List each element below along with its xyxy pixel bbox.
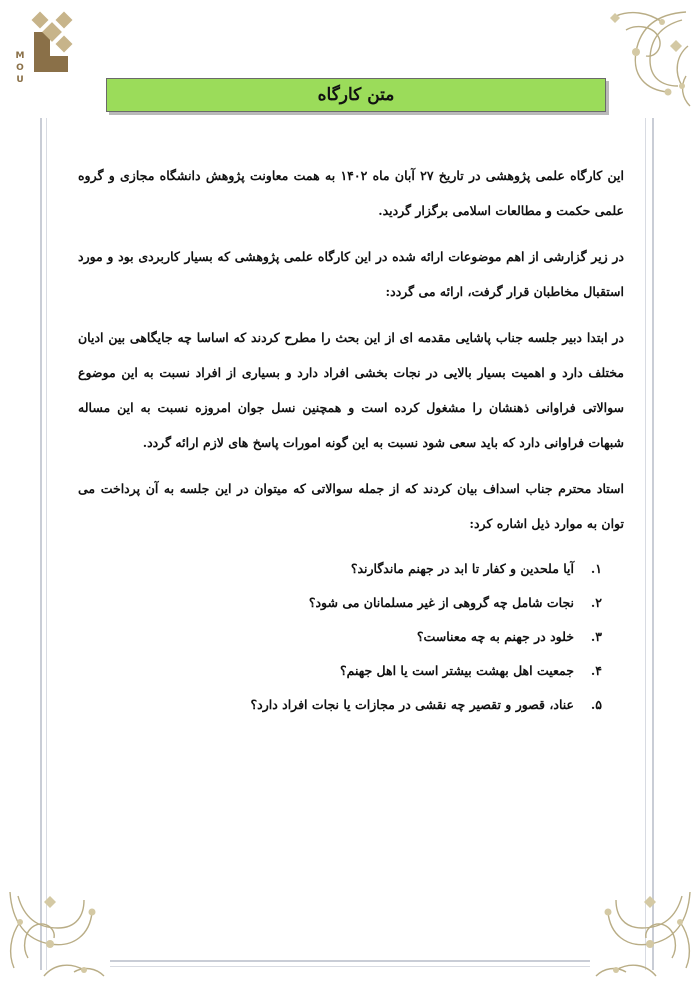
svg-text:M: M <box>15 51 25 61</box>
question-number: ۴. <box>590 663 602 678</box>
corner-ornament-bottom-right <box>576 872 696 982</box>
svg-text:O: O <box>16 63 24 73</box>
question-number: ۲. <box>590 595 602 610</box>
question-text: عناد، قصور و تقصیر چه نقشی در مجازات یا نجات افراد دارد؟ <box>250 697 574 712</box>
corner-ornament-top-right <box>596 6 692 126</box>
list-item <box>78 688 602 722</box>
svg-text:U: U <box>16 75 24 85</box>
question-number: ۱. <box>590 561 602 576</box>
questions-list <box>78 552 624 722</box>
list-item <box>78 586 602 620</box>
page-title: متن کارگاه <box>317 85 395 105</box>
list-item <box>78 620 602 654</box>
list-item <box>78 552 602 586</box>
bottom-border-line <box>110 960 590 962</box>
question-text: خلود در جهنم به چه معناست؟ <box>416 629 574 644</box>
paragraph-intro: این کارگاه علمی پژوهشی در تاریخ ۲۷ آبان ماه ۱۴۰۲ به همت معاونت پژوهش دانشگاه مجازی و گروه علمی حکمت و مطالعات اسلامی برگزار گردید. <box>78 168 624 218</box>
title-box <box>106 78 606 112</box>
question-text: آیا ملحدین و کفار تا ابد در جهنم ماندگارند؟ <box>350 561 574 576</box>
paragraph-questions-intro: استاد محترم جناب اسداف بیان کردند که از جمله سوالاتی که میتوان در این جلسه به آن پرداخت می توان به موارد ذیل اشاره کرد: <box>78 481 624 531</box>
list-item <box>78 654 602 688</box>
question-text: جمعیت اهل بهشت بیشتر است یا اهل جهنم؟ <box>339 663 574 678</box>
document-body <box>78 158 624 722</box>
question-number: ۵. <box>590 697 602 712</box>
paragraph-report: در زیر گزارشی از اهم موضوعات ارائه شده در این کارگاه علمی پژوهشی که بسیار کاربردی بود و مورد استقبال مخاطبان قرار گرفت، ارائه می گردد: <box>78 249 624 299</box>
question-number: ۳. <box>590 629 602 644</box>
corner-ornament-bottom-left <box>4 872 124 982</box>
university-logo <box>12 10 76 94</box>
bottom-border-line-inner <box>110 966 590 967</box>
paragraph-session-opening: در ابتدا دبیر جلسه جناب پاشایی مقدمه ای از این بحث را مطرح کردند که اساسا چه جایگاهی بین ادیان مختلف دارد و اهمیت بسیار بالایی در نجات بخشی افراد دارد و بسیاری از افراد نسبت به این موضوع سوالاتی فراوانی ذهنشان را مشغول کرده است و همچنین نسل جوان امروزه نسبت به این مساله شبهات فراوانی دارد که باید سعی شود نسبت به این گونه امورات پاسخ های لازم ارائه گردد. <box>78 330 624 450</box>
question-text: نجات شامل چه گروهی از غیر مسلمانان می شود؟ <box>308 595 574 610</box>
